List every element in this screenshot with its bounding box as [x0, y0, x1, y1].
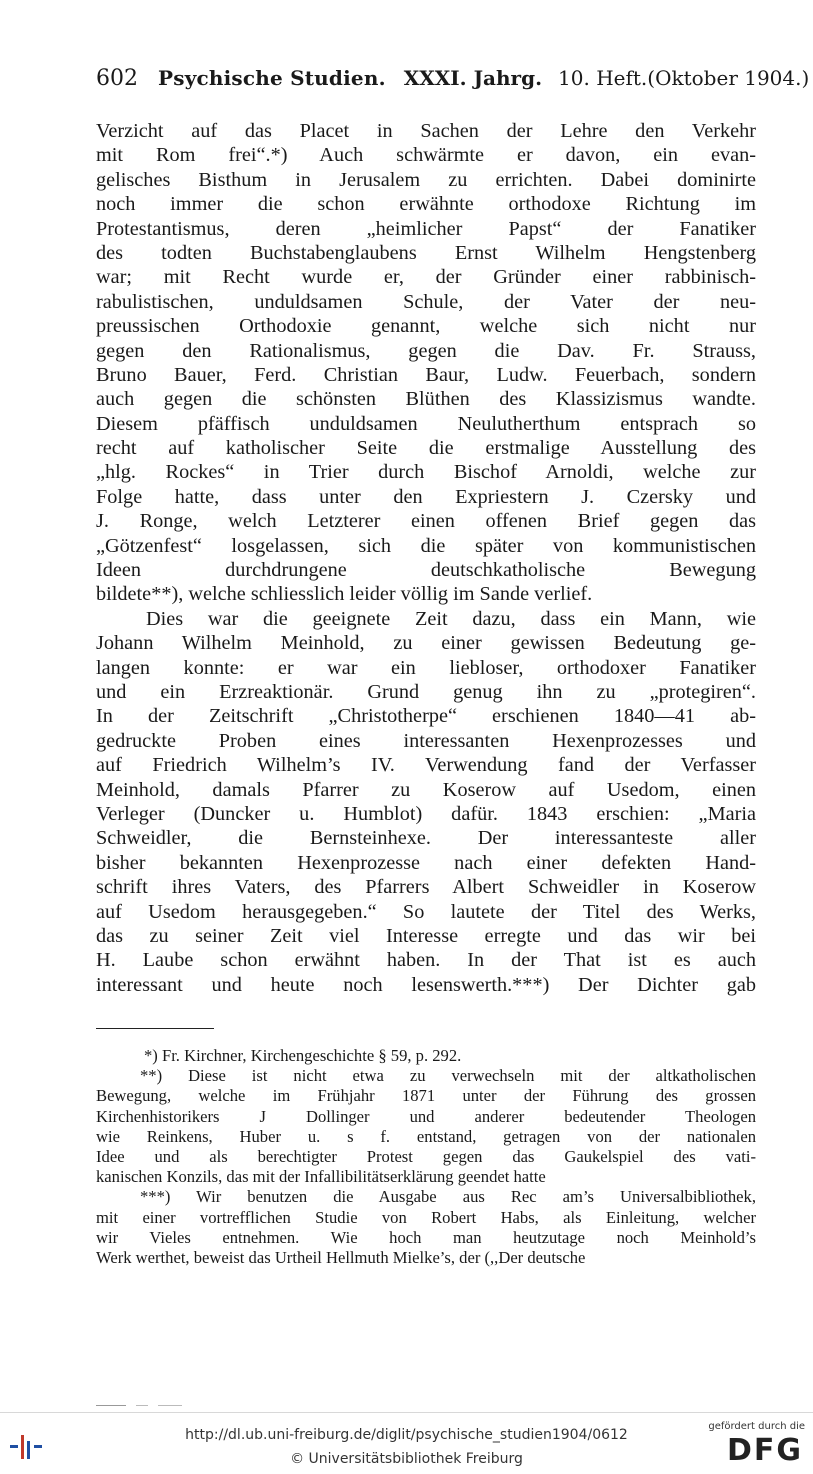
issue-label: 10. Heft. — [558, 66, 648, 90]
volume-label: XXXI. Jahrg. — [403, 66, 543, 90]
text-line: „Götzenfest“ losgelassen, sich die später von kommunistischen — [96, 534, 756, 557]
text-line: Verleger (Duncker u. Humblot) dafür. 1843 erschien: „Maria — [96, 802, 756, 825]
funding-note: gefördert durch die — [708, 1421, 805, 1432]
text-line: Ideen durchdrungene deutschkatholische Bewegung — [96, 559, 756, 582]
text-line: das zu seiner Zeit viel Interesse erregte und das wir bei — [96, 924, 756, 947]
text-line: auch gegen die schönsten Blüthen des Klassizismus wandte. — [96, 388, 756, 411]
issue-date: (Oktober 1904.) — [647, 66, 810, 90]
viewer-footer — [0, 1412, 813, 1474]
text-line: interessant und heute noch lesenswerth.***) Der Dichter gab — [96, 973, 756, 996]
text-line: auf Friedrich Wilhelm’s IV. Verwendung fand der Verfasser — [96, 754, 756, 777]
text-line: war; mit Recht wurde er, der Gründer einer rabbinisch- — [96, 266, 756, 289]
text-line: Folge hatte, dass unter den Expriestern J. Czersky und — [96, 485, 756, 508]
footnote-line: Kirchenhistorikers J Dollinger und anderer bedeutender Theologen — [96, 1106, 756, 1126]
text-line: Johann Wilhelm Meinhold, zu einer gewissen Bedeutung ge- — [96, 632, 756, 655]
text-line: mit Rom frei“.*) Auch schwärmte er davon, ein evan- — [96, 144, 756, 167]
footnote-line: Werk werthet, beweist das Urtheil Hellmuth Mielke’s, der (,,Der deutsche — [96, 1247, 586, 1267]
text-line: recht auf katholischer Seite die erstmalige Ausstellung des — [96, 437, 756, 460]
text-line: bildete**), welche schliesslich leider völlig im Sande verlief. — [96, 583, 593, 606]
paragraph-start-line: Dies war die geeignete Zeit dazu, dass ein Mann, wie — [146, 607, 756, 630]
footnote-line: wir Vieles entnehmen. Wie hoch man heutzutage noch Meinhold’s — [96, 1227, 756, 1247]
text-line: gegen den Rationalismus, gegen die Dav. Fr. Strauss, — [96, 339, 756, 362]
text-line: Verzicht auf das Placet in Sachen der Lehre den Verkehr — [96, 120, 756, 142]
permalink-url[interactable]: http://dl.ub.uni-freiburg.de/diglit/psychische_studien1904/0612 — [185, 1427, 628, 1443]
running-header — [96, 66, 810, 96]
text-line: rabulistischen, unduldsamen Schule, der Vater der neu- — [96, 290, 756, 313]
text-line: Meinhold, damals Pfarrer zu Koserow auf Usedom, einen — [96, 778, 756, 801]
footnote-line: ***) Wir benutzen die Ausgabe aus Rec am’s Universalbibliothek, — [140, 1187, 756, 1207]
text-line: Schweidler, die Bernsteinhexe. Der interessanteste aller — [96, 827, 756, 850]
footnote-line: wie Reinkens, Huber u. s f. entstand, getragen von der nationalen — [96, 1126, 756, 1146]
text-line: preussischen Orthodoxie genannt, welche sich nicht nur — [96, 315, 756, 338]
text-line: gedruckte Proben eines interessanten Hexenprozesses und — [96, 729, 756, 752]
text-line: Protestantismus, deren „heimlicher Papst“ der Fanatiker — [96, 217, 756, 240]
journal-title: Psychische Studien. — [158, 66, 386, 90]
footnote-line: Idee und als berechtigter Protest gegen das Gaukelspiel des vati- — [96, 1146, 756, 1166]
footnote-line: **) Diese ist nicht etwa zu verwechseln mit der altkatholischen — [140, 1066, 756, 1086]
text-line: schrift ihres Vaters, des Pfarrers Albert Schweidler in Koserow — [96, 876, 756, 899]
footnote-line: mit einer vortrefflichen Studie von Robert Habs, als Einleitung, welcher — [96, 1207, 756, 1227]
copyright-notice: © Universitätsbibliothek Freiburg — [290, 1451, 523, 1467]
text-line: „hlg. Rockes“ in Trier durch Bischof Arnoldi, welche zur — [96, 461, 756, 484]
text-line: des todten Buchstabenglaubens Ernst Wilhelm Hengstenberg — [96, 241, 756, 264]
footnote-divider — [96, 1028, 214, 1029]
main-text — [96, 119, 756, 997]
text-line: J. Ronge, welch Letzterer einen offenen Brief gegen das — [96, 510, 756, 533]
footnote-line: Bewegung, welche im Frühjahr 1871 unter der Führung des grossen — [96, 1086, 756, 1106]
text-line: auf Usedom herausgegeben.“ So lautete der Titel des Werks, — [96, 900, 756, 923]
footnote-line: *) Fr. Kirchner, Kirchengeschichte § 59, p. 292. — [144, 1046, 462, 1065]
footnote-line: kanischen Konzils, das mit der Infallibilitätserklärung geendet hatte — [96, 1167, 546, 1187]
text-line: H. Laube schon erwähnt haben. In der That ist es auch — [96, 949, 756, 972]
text-line: Bruno Bauer, Ferd. Christian Baur, Ludw. Feuerbach, sondern — [96, 363, 756, 386]
text-line: bisher bekannten Hexenprozesse nach einer defekten Hand- — [96, 851, 756, 874]
dfg-logo: DFG — [726, 1433, 803, 1468]
text-line: gelisches Bisthum in Jerusalem zu errichten. Dabei dominirte — [96, 168, 756, 191]
text-line: und ein Erzreaktionär. Grund genug ihn zu „protegiren“. — [96, 680, 756, 703]
footnotes — [96, 1046, 756, 1268]
text-line: In der Zeitschrift „Christotherpe“ erschienen 1840—41 ab- — [96, 705, 756, 728]
page-number: 602 — [96, 66, 138, 91]
text-line: noch immer die schon erwähnte orthodoxe Richtung im — [96, 193, 756, 216]
text-line: langen konnte: er war ein liebloser, orthodoxer Fanatiker — [96, 656, 756, 679]
scan-artifact-line — [96, 1404, 186, 1407]
text-line: Diesem pfäffisch unduldsamen Neulutherthum entsprach so — [96, 412, 756, 435]
